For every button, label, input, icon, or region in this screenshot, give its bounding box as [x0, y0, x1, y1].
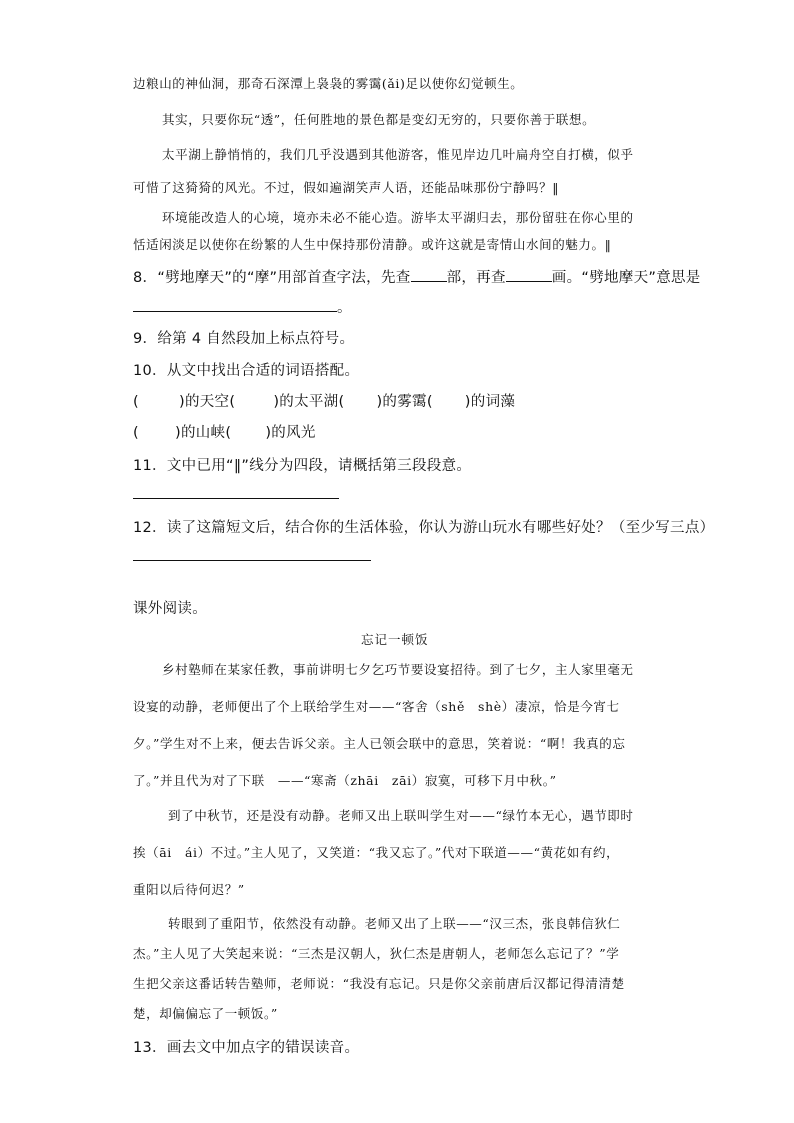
- q10-item-2: 的太平湖: [279, 394, 339, 410]
- q12-answer-line: [133, 546, 371, 565]
- passage1-para4-line1: 环境能改造人的心境，境亦未必不能心造。游毕太平湖归去，那份留驻在你心里的: [162, 210, 634, 225]
- q11-answer-line: [133, 484, 339, 503]
- paren-close: ): [174, 425, 181, 441]
- question-11: 11．文中已用“‖”线分为四段，请概括第三段段意。: [133, 458, 472, 474]
- q8-text-c: 画。“劈地摩天”意思是: [551, 270, 701, 286]
- passage1-para4-line2: 恬适闲淡足以使你在纷繁的人生中保持那份清静。或许这就是寄情山水间的魅力。‖: [133, 237, 612, 252]
- section-heading: 课外阅读。: [133, 601, 207, 617]
- question-12: 12．读了这篇短文后，结合你的生活体验，你认为游山玩水有哪些好处？（至少写三点）: [133, 520, 715, 536]
- paren-open: (: [229, 394, 236, 410]
- q12-blank[interactable]: [133, 546, 371, 561]
- passage2-p3-l1: 转眼到了重阳节，依然没有动静。老师又出了上联——“汉三杰，张良韩信狄仁: [168, 916, 621, 931]
- question-13: 13．画去文中加点字的错误读音。: [133, 1040, 360, 1056]
- paren-close: ): [273, 394, 280, 410]
- paren-open: (: [225, 425, 232, 441]
- q8-blank-radical[interactable]: [411, 267, 447, 282]
- q10-item-5: 的山峡: [180, 425, 226, 441]
- paren-close: ): [376, 394, 383, 410]
- paren-open: (: [133, 425, 139, 441]
- question-9: 9．给第 4 自然段加上标点符号。: [133, 331, 355, 347]
- q11-blank-b[interactable]: [159, 484, 339, 499]
- passage2-p1-l1: 乡村塾师在某家任教，事前讲明七夕乞巧节要设宴招待。到了七夕，主人家里毫无: [162, 662, 634, 677]
- q10-item-3: 的雾霭: [382, 394, 427, 410]
- passage2-p3-l3: 生把父亲这番话转告塾师，老师说：“我没有忘记。只是你父亲前唐后汉都记得清清楚: [133, 976, 625, 991]
- q8-blank-strokes[interactable]: [506, 267, 552, 282]
- passage1-para2: 其实，只要你玩“透”，任何胜地的景色都是变幻无穷的，只要你善于联想。: [162, 112, 596, 127]
- q8-text-a: 8．“劈地摩天”的“摩”用部首查字法，先查: [133, 270, 411, 286]
- passage2-p3-l2: 杰。”主人见了大笑起来说：“三杰是汉朝人，狄仁杰是唐朝人，老师怎么忘记了？”学: [133, 946, 620, 961]
- paren-open: (: [426, 394, 433, 410]
- paren-open: (: [133, 394, 139, 410]
- paren-open: (: [338, 394, 345, 410]
- passage2-p2-l1: 到了中秋节，还是没有动静。老师又出上联叫学生对——“绿竹本无心，遇节即时: [168, 808, 634, 823]
- q10-row1: [133, 390, 515, 411]
- paren-close: ): [265, 425, 272, 441]
- passage2-p1-l4: 了。”并且代为对了下联 ——“寒斋（zhāi zāi）寂寞，可移下月中秋。”: [133, 773, 557, 788]
- passage1-para3-line1: 太平湖上静悄悄的，我们几乎没遇到其他游客，惟见岸边几叶扁舟空自打横，似乎: [162, 147, 634, 162]
- passage2-p2-l2: 挨（āi ái）不过。”主人见了，又笑道：“我又忘了。”代对下联道——“黄花如有约，: [133, 845, 620, 860]
- q10-item-6: 的风光: [271, 425, 316, 441]
- q10-item-1: 的天空: [184, 394, 230, 410]
- question-10: 10．从文中找出合适的词语搭配。: [133, 363, 360, 379]
- passage2-p1-l2: 设宴的动静，老师便出了个上联给学生对——“客舍（shě shè）凄凉，恰是今宵七: [133, 699, 620, 714]
- passage2-p2-l3: 重阳以后待何迟？”: [133, 882, 245, 897]
- q8-text-b: 部，再查: [446, 270, 506, 286]
- q10-item-4: 的词藻: [470, 394, 516, 410]
- passage1-para3-line2: 可惜了这猗猗的风光。不过，假如遍湖笑声人语，还能品味那份宁静吗？‖: [133, 180, 560, 195]
- paren-close: ): [178, 394, 185, 410]
- story-title: 忘记一顿饭: [361, 632, 429, 647]
- q11-blank-a[interactable]: [133, 484, 159, 499]
- passage2-p3-l4: 楚，却偏偏忘了一顿饭。”: [133, 1006, 278, 1021]
- q10-row2: [133, 421, 316, 442]
- q8-end: 。: [337, 300, 352, 316]
- passage1-line1: 边粮山的神仙洞，那奇石深潭上袅袅的雾霭(ǎi)足以使你幻觉顿生。: [133, 76, 524, 91]
- question-8: [133, 266, 701, 287]
- q8-answer-line: [133, 296, 352, 317]
- passage2-p1-l3: 夕。”学生对不上来，便去告诉父亲。主人已领会联中的意思，笑着说：“啊！我真的忘: [133, 736, 626, 751]
- paren-close: ): [464, 394, 471, 410]
- q8-blank-meaning[interactable]: [133, 297, 337, 312]
